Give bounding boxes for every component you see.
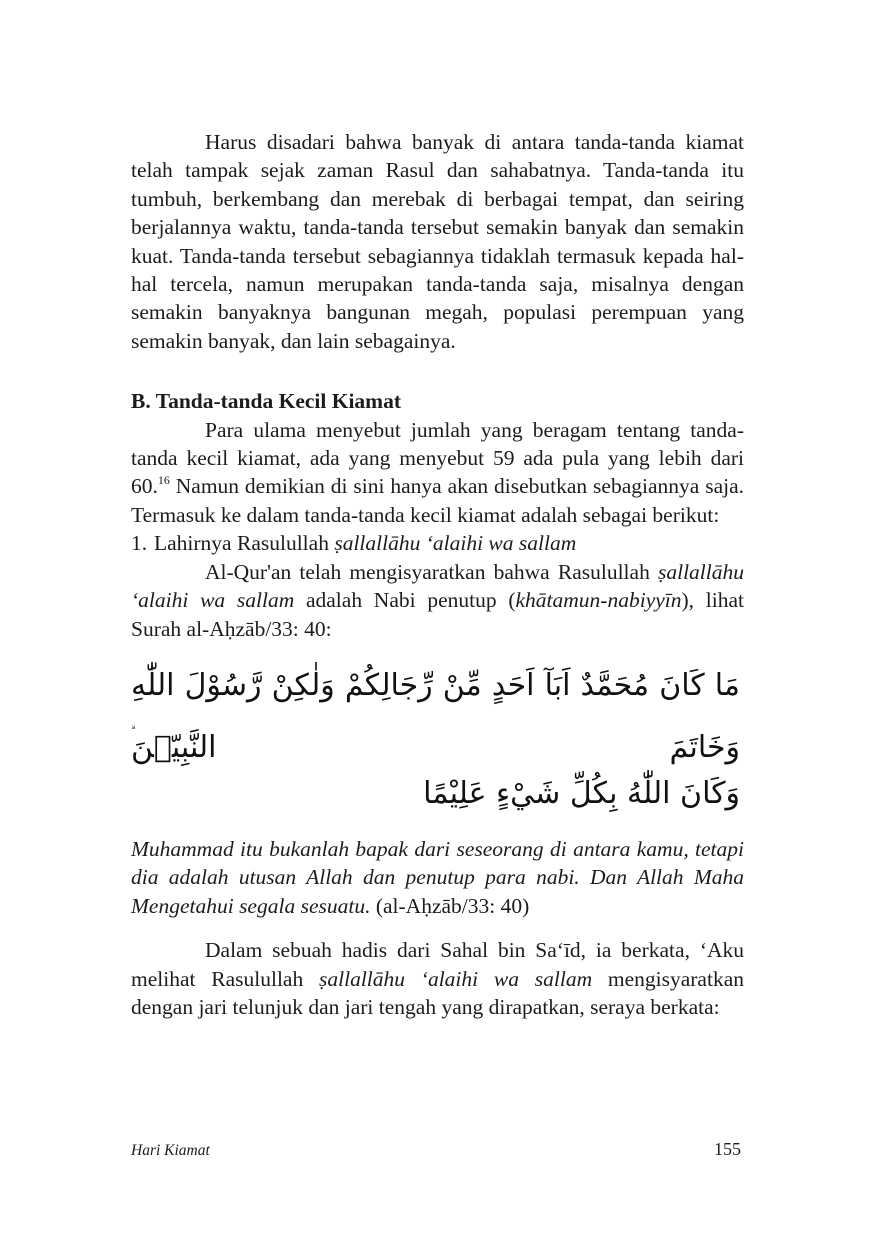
translation-reference: (al-Aḥzāb/33: 40) [370,893,530,918]
quran-intro-term: khātamun-nabiyyīn [515,588,682,613]
hadith-honorific: ṣallallāhu ‘alaihi wa sallam [319,966,593,991]
hadith-text-2: mengisyaratkan dengan jari telunjuk dan jari tengah yang dirapatkan, seraya berkata: [131,966,744,1019]
hadith-paragraph [131,936,744,1021]
arabic-verse-line-1 [131,663,740,771]
translation-text: Muhammad itu bukanlah bapak dari seseorang di antara kamu, tetapi dia adalah utusan Allah dan penutup para nabi. Dan Allah Maha Mengetahui segala sesuatu. [131,836,744,918]
section-heading: B. Tanda-tanda Kecil Kiamat [131,389,401,414]
footnote-ref[interactable]: 16 [157,473,170,488]
intro-paragraph: Harus disadari bahwa banyak di antara tanda-tanda kiamat telah tampak sejak zaman Rasul dan sahabatnya. Tanda-tanda itu tumbuh, berkembang dan merebak di berbagai tempat, dan seiring berjalannya waktu, tanda-tanda tersebut semakin banyak dan semakin kuat. Tanda-tanda tersebut sebagiannya tidaklah termasuk kepada hal-hal tercela, namun merupakan tanda-tanda saja, misalnya dengan semakin banyaknya bangunan megah, populasi perempuan yang semakin banyak, dan lain sebagainya. [131,130,744,353]
verse-translation [131,835,744,920]
quran-intro-text-2: adalah Nabi penutup ( [294,588,516,613]
arabic-verse-line-1-text: مَا كَانَ مُحَمَّدٌ اَبَآ اَحَدٍ مِّنْ رِّجَالِكُمْ وَلٰكِنْ رَّسُوْلَ اللّٰهِ وَخَاتَمَ النَّبِيّٖنَ [131,667,740,765]
list-number: 1. [131,531,148,556]
section-paragraph-text-cont: Namun demikian di sini hanya akan disebutkan sebagiannya saja. Termasuk ke dalam tanda-tanda kecil kiamat adalah sebagai berikut: [131,474,744,527]
quran-intro-text-3: ), lihat Surah al-Aḥzāb/33: 40: [131,588,744,641]
running-footer-title: Hari Kiamat [131,1142,210,1159]
quran-intro-honorific: ṣallallāhu ‘alaihi wa sallam [131,559,744,613]
page-number: 155 [714,1139,741,1159]
hadith-text: Dalam sebuah hadis dari Sahal bin Sa‘īd, ia berkata, ‘Aku melihat Rasulullah [131,938,744,991]
quran-intro-paragraph [131,558,744,643]
quran-intro-text: Al-Qur'an telah mengisyaratkan bahwa Rasulullah [205,559,658,584]
list-item-honorific: ṣallallāhu ‘alaihi wa sallam [334,531,577,556]
section-paragraph [131,416,744,530]
page-body [131,128,744,1021]
page-footer [131,1139,741,1161]
list-item-text: Lahirnya Rasulullah [154,531,335,556]
section-paragraph-text: Para ulama menyebut jumlah yang beragam tentang tanda-tanda kecil kiamat, ada yang menyebut 59 ada pula yang lebih dari 60. [131,417,744,499]
arabic-verse [131,663,744,817]
arabic-verse-line-2: وَكَانَ اللّٰهُ بِكُلِّ شَيْءٍ عَلِيْمًا [423,775,740,811]
list-item-1 [131,529,744,557]
spacer [131,355,744,387]
spacer [131,920,744,936]
